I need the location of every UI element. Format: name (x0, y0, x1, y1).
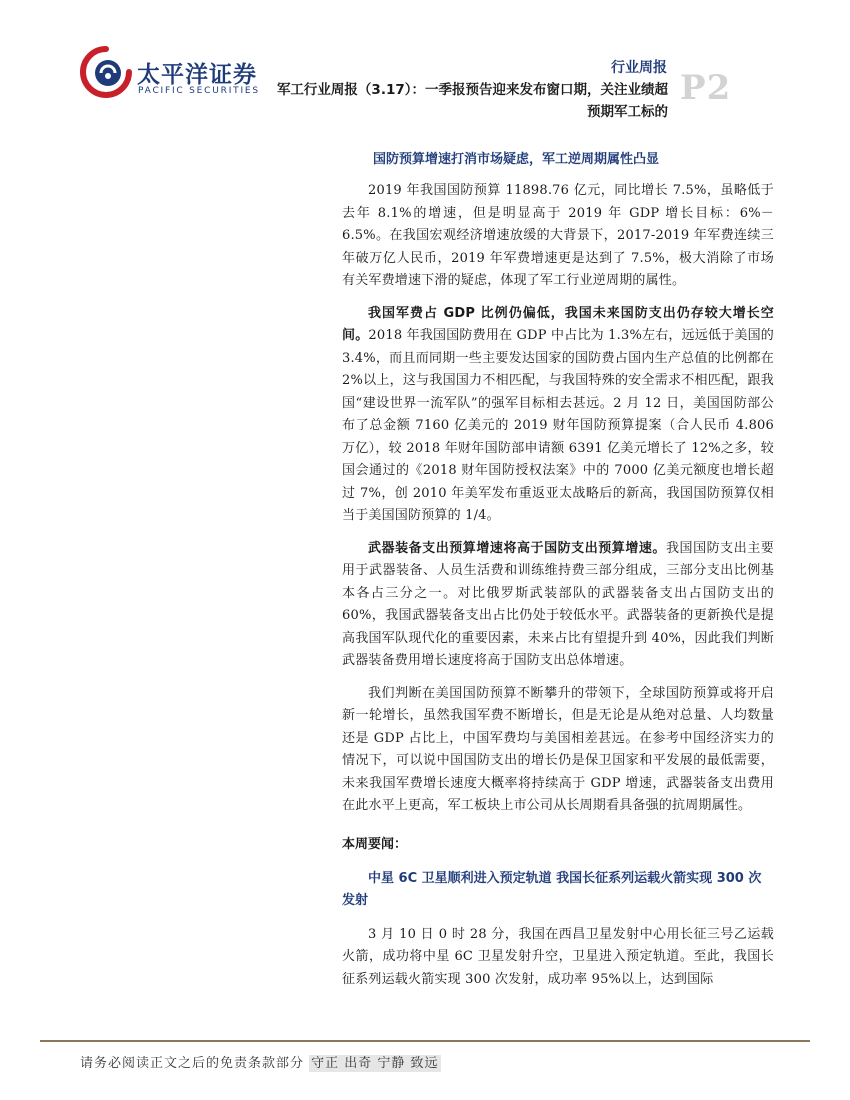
footer-disclaimer: 请务必阅读正文之后的免责条款部分 (80, 1056, 305, 1071)
section-title: 国防预算增速打消市场疑虑，军工逆周期属性凸显 (373, 152, 660, 167)
news-heading: 本周要闻： (342, 836, 408, 852)
logo-english-name: PACIFIC SECURITIES (138, 86, 260, 96)
main-content (342, 180, 774, 1001)
news-title: 中星 6C 卫星顺利进入预定轨道 我国长征系列运载火箭实现 300 次发射 (342, 870, 762, 908)
paragraph-text: 2018 年我国国防费用在 GDP 中占比为 1.3%左右，远远低于美国的 3.4%，而且而同期一些主要发达国家的国防费占国内生产总值的比例都在 2%以上，这与我国国力不相匹配，与我国特殊的安全需求不相匹配，跟我国“建设世界一流军队”的强军目标相去甚远。2 月 12 日，美国国防部公布了总金额 7160 亿美元的 2019 财年国防预算提案（合人民币 4.806 万亿），较 2018 年财年国防部申请额 6391 亿美元增长了 12%之多，较国会通过的《2018 财年国防授权法案》中的 7000 亿美元额度也增长超过 7%，创 2010 年美军发布重返亚太战略后的新高，我国国防预算仅相当于美国国防预算的 1/4。 (342, 328, 775, 523)
paragraph-3 (342, 538, 774, 673)
logo-chinese-name: 太平洋证券 (137, 62, 257, 88)
footer-divider (40, 1040, 810, 1042)
paragraph-text: 2019 年我国国防预算 11898.76 亿元，同比增长 7.5%，虽略低于去年 8.1%的增速，但是明显高于 2019 年 GDP 增长目标：6%－6.5%。在我国宏观经济增速放缓的大背景下，2017-2019 年军费连续三年破万亿人民币，2019 年军费增速更是达到了 7.5%，极大消除了市场有关军费增速下滑的疑虑，体现了军工行业逆周期的属性。 (342, 183, 774, 288)
paragraph-4 (342, 683, 774, 818)
paragraph-1 (342, 180, 774, 293)
report-title-line-2: 预期军工标的 (587, 104, 668, 120)
footer (80, 1052, 441, 1071)
report-title (250, 79, 668, 123)
paragraph-2 (342, 303, 774, 528)
report-type-label: 行业周报 (611, 60, 667, 76)
paragraph-lead: 我国军费占 GDP 比例仍偏低，我国未来国防支出仍存较大增长空间。 (342, 305, 774, 343)
paragraph-text: 我国国防支出主要用于武器装备、人员生活费和训练维持费三部分组成，三部分支出比例基本各占三分之一。对比俄罗斯武装部队的武器装备支出占国防支出的 60%，我国武器装备支出占比仍处于较低水平。武器装备的更新换代是提高我国军队现代化的重要因素，未来占比有望提升到 40%，因此我们判断武器装备费用增长速度将高于国防支出总体增速。 (342, 540, 774, 668)
news-paragraph (342, 924, 774, 992)
paragraph-lead: 武器装备支出预算增速将高于国防支出预算增速。 (368, 540, 666, 556)
report-title-line-1: 军工行业周报（3.17）：一季报预告迎来发布窗口期，关注业绩超 (276, 82, 668, 98)
paragraph-text: 我们判断在美国国防预算不断攀升的带领下，全球国防预算或将开启新一轮增长，虽然我国军费不断增长，但是无论是从绝对总量、人均数量还是 GDP 占比上，中国军费均与美国相差甚远。在参考中国经济实力的情况下，可以说中国国防支出的增长仍是保卫国家和平发展的最低需要，未来我国军费增长速度大概率将持续高于 GDP 增速，武器装备支出费用在此水平上更高，军工板块上市公司从长周期看具备强的抗周期属性。 (342, 685, 774, 813)
report-header (0, 0, 850, 130)
page-number: P2 (680, 68, 732, 108)
paragraph-text: 3 月 10 日 0 时 28 分，我国在西昌卫星发射中心用长征三号乙运载火箭，成功将中星 6C 卫星发射升空，卫星进入预定轨道。至此，我国长征系列运载火箭实现 300 次发射，成功率 95%以上，达到国际 (342, 926, 774, 987)
pacific-securities-logo-icon (80, 46, 132, 98)
footer-motto: 守正 出奇 宁静 致远 (311, 1056, 439, 1071)
